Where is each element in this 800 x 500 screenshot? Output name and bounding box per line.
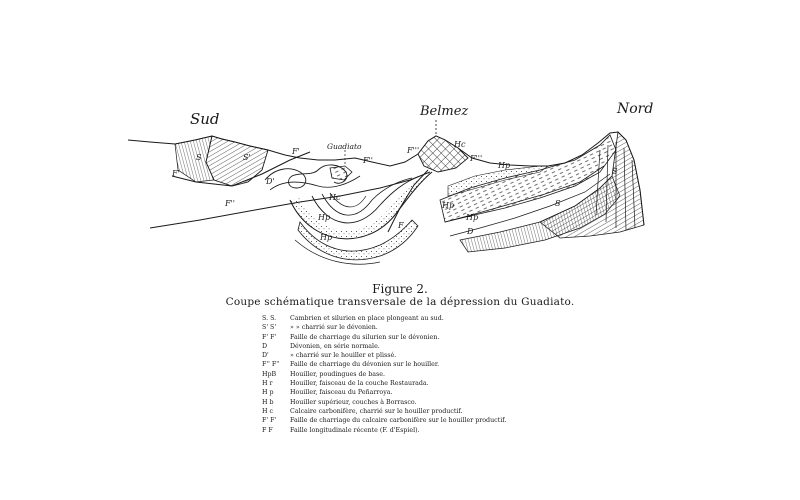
legend-code: H c	[262, 407, 274, 415]
legend-text: Houiller, poudingues de base.	[290, 370, 385, 378]
sym-f-third-belmez: F'''	[407, 146, 420, 155]
label-belmez: Belmez	[420, 104, 469, 119]
legend-text: » charrié sur le houiller et plissé.	[290, 352, 397, 360]
silurian-block-left	[206, 136, 268, 186]
legend-row	[262, 314, 506, 323]
legend-text: Faille de charriage du calcaire carbonifère sur le houiller productif.	[290, 417, 507, 425]
legend-row	[262, 388, 506, 397]
hc-guadiato-block	[330, 166, 352, 180]
legend-row	[262, 426, 506, 435]
legend-code: F F	[262, 426, 273, 434]
sym-f-third-right: F'''	[470, 154, 483, 163]
figure-title: Figure 2.	[372, 282, 428, 296]
label-north: Nord	[617, 101, 654, 117]
legend-row	[262, 323, 506, 332]
sym-hp-mid-right: Hp	[442, 201, 455, 210]
legend-code: S. S.	[262, 315, 277, 322]
legend-code: H b	[262, 398, 274, 406]
legend-text: Faille longitudinale récente (F. d'Espiel).	[290, 426, 420, 434]
legend-code: F' F'	[262, 333, 277, 341]
sym-f-prime-upper: F'	[292, 147, 300, 156]
sym-hp-right: Hp	[498, 161, 511, 170]
sym-f-second-left: F''	[225, 199, 235, 208]
legend-text: Calcaire carbonifère, charrié sur le houiller productif.	[290, 407, 463, 415]
figure-subtitle: Coupe schématique transversale de la dépression du Guadiato.	[225, 296, 575, 308]
legend-code: D	[262, 342, 268, 350]
legend-row	[262, 416, 506, 425]
legend-text: Faille de charriage du dévonien sur le houiller.	[290, 361, 440, 369]
legend-code: D'	[262, 352, 269, 360]
legend-text: Houiller, faisceau de la couche Restaurada.	[290, 380, 429, 388]
legend-row	[262, 379, 506, 388]
sym-hc-belmez: Hc	[454, 140, 466, 149]
sym-d-right: D	[467, 227, 474, 236]
legend-row	[262, 333, 506, 342]
sym-d-prime: D'	[266, 177, 275, 186]
legend-text: Dévonien, en série normale.	[290, 342, 380, 350]
legend-row	[262, 398, 506, 407]
legend-code: F' F'	[262, 417, 277, 425]
legend-text: Houiller supérieur, couches à Borrasco.	[290, 398, 417, 406]
legend-row	[262, 370, 506, 379]
sym-s-right: S	[555, 199, 561, 208]
sym-hp-lower-2: Hp	[320, 233, 333, 242]
legend	[262, 314, 506, 435]
sym-s-left: S	[196, 153, 202, 162]
sym-s-prime-left: S'	[243, 153, 251, 162]
legend-row	[262, 407, 506, 416]
legend-code: F'' F''	[262, 361, 280, 369]
sym-hp-lower-1: Hp	[318, 213, 331, 222]
legend-code: HpB	[262, 370, 277, 378]
legend-text: Cambrien et silurien en place plongeant au sud.	[290, 315, 444, 322]
sym-hc-left: Hc	[329, 193, 341, 202]
sym-f-prime-lower: F'	[172, 169, 180, 178]
legend-code: S' S'	[262, 324, 277, 332]
legend-row	[262, 360, 506, 369]
sym-f-second-guadiato: F''	[363, 156, 373, 165]
label-guadiato: Guadiato	[327, 142, 362, 151]
legend-row	[262, 342, 506, 351]
legend-text: Houiller, faisceau du Peñarroya.	[290, 389, 393, 397]
legend-code: H p	[262, 389, 274, 397]
sym-s-far-right: S	[612, 167, 618, 176]
legend-text: Faille de charriage du silurien sur le dévonien.	[290, 333, 440, 341]
label-south: Sud	[190, 110, 220, 128]
legend-code: H r	[262, 380, 273, 388]
sym-f-lower: F	[398, 221, 404, 230]
sym-hp-low-right: Hp	[466, 213, 479, 222]
legend-row	[262, 351, 506, 360]
legend-text: » » charrié sur le dévonien.	[290, 324, 378, 332]
